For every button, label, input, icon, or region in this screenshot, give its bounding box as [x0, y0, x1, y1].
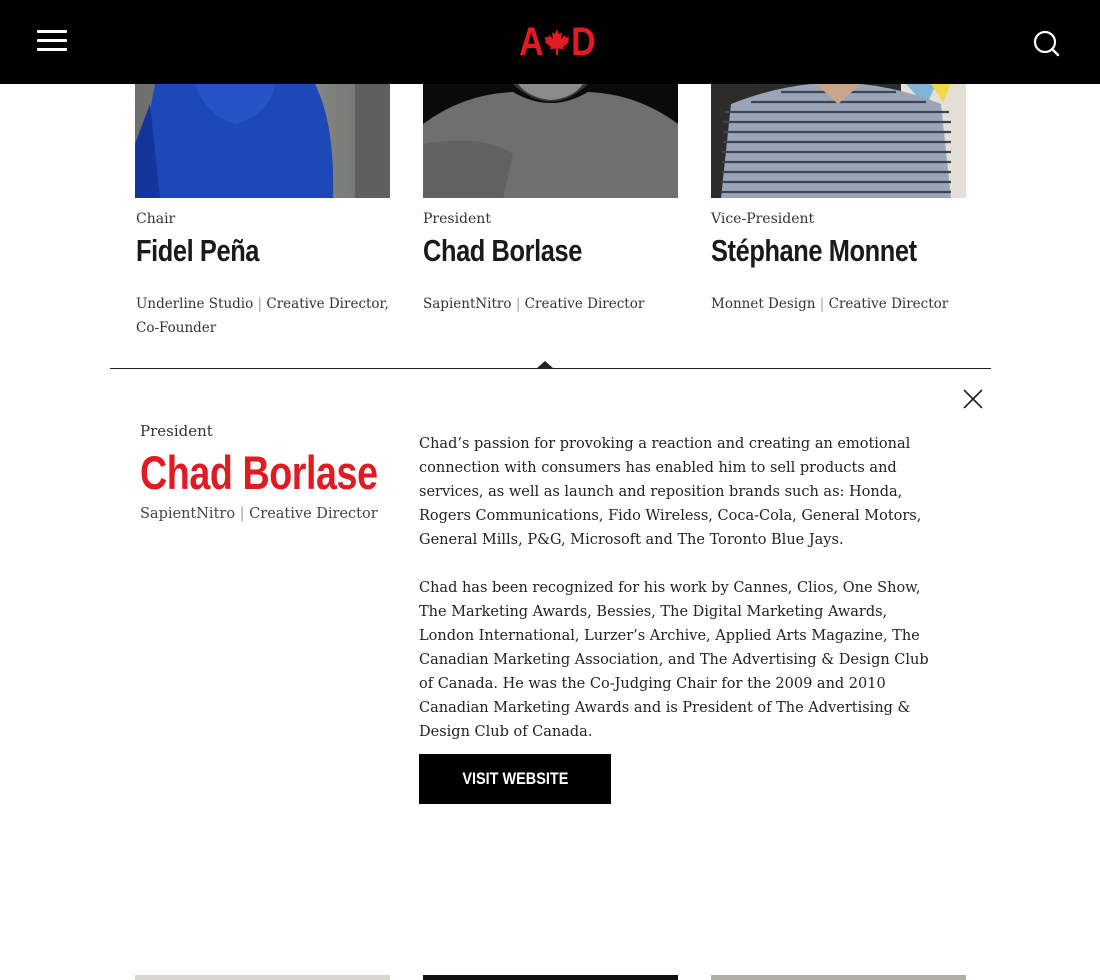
- hamburger-menu-icon[interactable]: [37, 30, 67, 52]
- logo-letter-a: A: [519, 20, 543, 64]
- menu-line: [37, 39, 67, 42]
- member-company: [711, 292, 971, 316]
- job-title: Creative Director: [828, 296, 949, 312]
- member-role: Vice-President: [711, 211, 815, 227]
- company-name: Monnet Design: [711, 296, 816, 312]
- visit-website-button[interactable]: [419, 754, 611, 804]
- bio-paragraph: Chad’s passion for provoking a reaction and creating an emotional connection with consumers has enabled him to sell products and services, as well as launch and reposition brands such as: Honda, Rogers Communications, Fido Wireless, Coca-Cola, General Motors, General Mills, P&G, Microsoft and The Toronto Blue Jays.: [419, 436, 922, 548]
- bio-text: [419, 432, 931, 744]
- member-photo[interactable]: [423, 84, 678, 198]
- maple-leaf-icon: [544, 28, 570, 56]
- member-card[interactable]: [423, 210, 683, 316]
- detail-company: [140, 506, 378, 522]
- separator: |: [239, 506, 245, 522]
- member-role: President: [423, 211, 491, 227]
- member-company: [423, 292, 683, 316]
- company-name: SapientNitro: [423, 296, 512, 312]
- member-name[interactable]: Fidel Peña: [136, 233, 260, 268]
- site-logo[interactable]: [517, 22, 597, 62]
- bio-paragraph: Chad has been recognized for his work by Cannes, Clios, One Show, The Marketing Awards, Bessies, The Digital Marketing Awards, London International, Lurzer’s Archive, Applied Arts Magazine, The Canadian Marketing Association, and The Advertising & Design Club of Canada. He was the Co-Judging Chair for the 2009 and 2010 Canadian Marketing Awards and is President of The Advertising & Design Club of Canada.: [419, 580, 929, 740]
- section-divider: [110, 368, 991, 369]
- member-role: Chair: [136, 211, 176, 227]
- job-title: Creative Director: [524, 296, 645, 312]
- detail-role: President: [140, 422, 213, 440]
- separator: |: [257, 296, 263, 312]
- site-header: [0, 0, 1100, 84]
- member-card[interactable]: [136, 210, 396, 340]
- member-card[interactable]: [711, 210, 971, 316]
- detail-name: Chad Borlase: [140, 446, 378, 499]
- search-icon[interactable]: [1031, 29, 1061, 59]
- active-pointer-icon: [537, 361, 553, 368]
- visit-website-label: VISIT WEBSITE: [462, 769, 568, 788]
- member-name[interactable]: Stéphane Monnet: [711, 233, 917, 268]
- job-title: Creative Director: [249, 506, 378, 522]
- job-title: Creative Director, Co-Founder: [136, 296, 389, 336]
- company-name: SapientNitro: [140, 506, 236, 522]
- menu-line: [37, 48, 67, 51]
- menu-line: [37, 30, 67, 33]
- member-name[interactable]: Chad Borlase: [423, 233, 582, 268]
- separator: |: [819, 296, 825, 312]
- member-photo[interactable]: [711, 84, 966, 198]
- member-photo[interactable]: [135, 975, 390, 980]
- member-photo[interactable]: [423, 975, 678, 980]
- company-name: Underline Studio: [136, 296, 254, 312]
- logo-letter-d: D: [570, 20, 595, 64]
- separator: |: [515, 296, 521, 312]
- close-icon[interactable]: [960, 386, 986, 412]
- member-photo[interactable]: [135, 84, 390, 198]
- member-company: [136, 292, 396, 340]
- member-photo[interactable]: [711, 975, 966, 980]
